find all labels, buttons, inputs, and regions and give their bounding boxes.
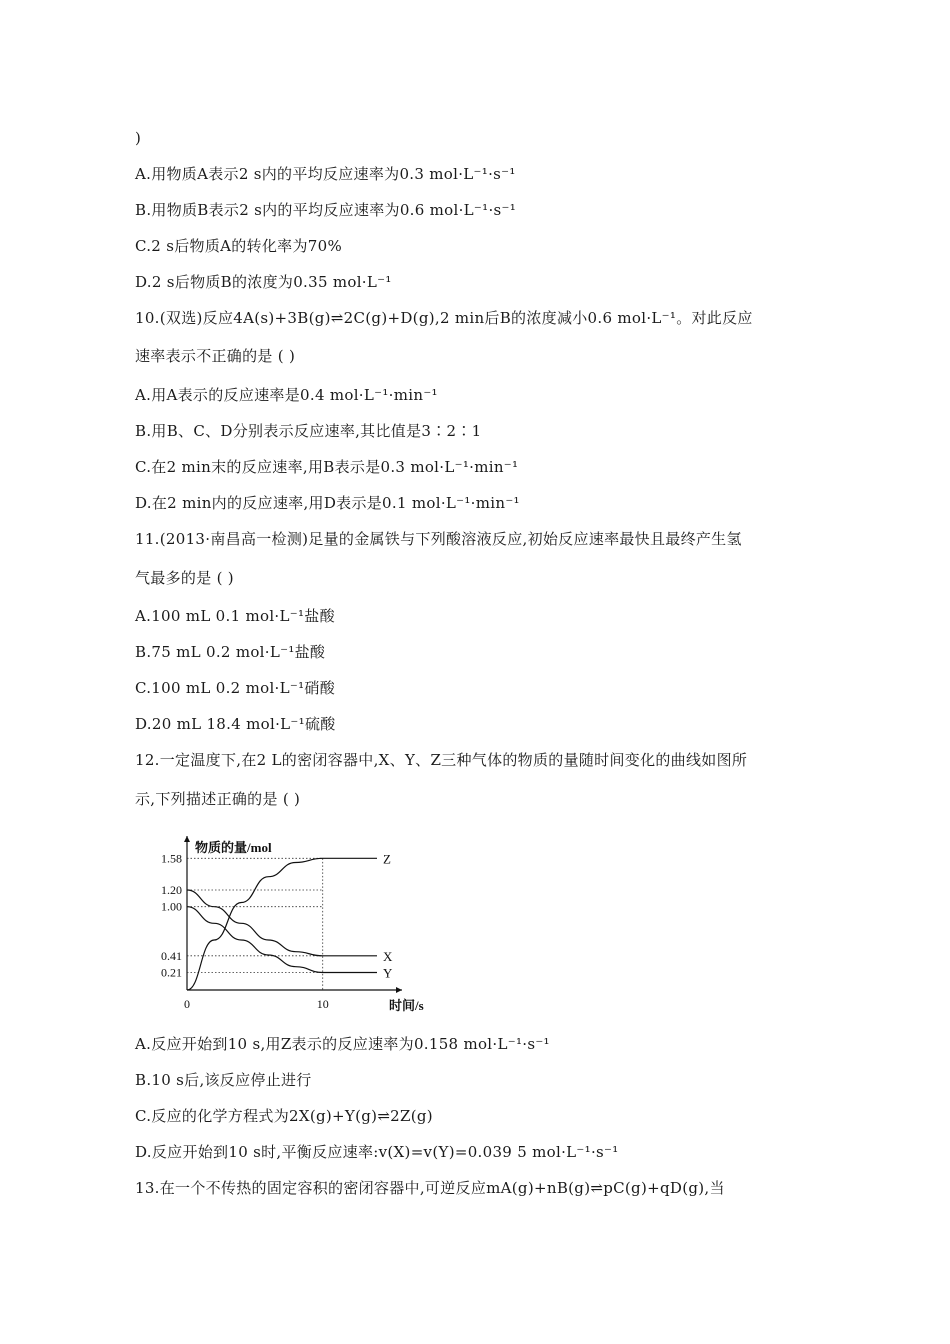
y-axis-arrow (184, 836, 190, 842)
question-12-line1: 12.一定温度下,在2 L的密闭容器中,X、Y、Z三种气体的物质的量随时间变化的曲线如图所 (135, 751, 748, 769)
option-11c: C.100 mL 0.2 mol·L⁻¹硝酸 (135, 679, 335, 697)
option-10c: C.在2 min末的反应速率,用B表示是0.3 mol·L⁻¹·min⁻¹ (135, 458, 519, 476)
option-10b: B.用B、C、D分别表示反应速率,其比值是3∶2∶1 (135, 422, 482, 440)
series-label-y: Y (383, 965, 393, 981)
question-12-line2: 示,下列描述正确的是 ( ) (135, 790, 301, 808)
y-tick-label: 1.00 (161, 899, 182, 914)
question-10-line2: 速率表示不正确的是 ( ) (135, 347, 296, 365)
text-line: ) (135, 129, 142, 147)
option-12a: A.反应开始到10 s,用Z表示的反应速率为0.158 mol·L⁻¹·s⁻¹ (135, 1035, 550, 1053)
series-label-x: X (383, 948, 393, 964)
option-11d: D.20 mL 18.4 mol·L⁻¹硫酸 (135, 715, 336, 733)
y-tick-label: 1.20 (161, 883, 182, 897)
option-9a: A.用物质A表示2 s内的平均反应速率为0.3 mol·L⁻¹·s⁻¹ (135, 165, 516, 183)
series-line-z (187, 858, 377, 990)
option-12b: B.10 s后,该反应停止进行 (135, 1071, 312, 1089)
x-axis-arrow (396, 987, 402, 993)
y-tick-label: 0.21 (161, 965, 182, 980)
y-tick-label: 0.41 (161, 948, 182, 963)
option-9b: B.用物质B表示2 s内的平均反应速率为0.6 mol·L⁻¹·s⁻¹ (135, 201, 517, 219)
option-9d: D.2 s后物质B的浓度为0.35 mol·L⁻¹ (135, 273, 392, 291)
y-axis-label: 物质的量/mol (195, 840, 272, 855)
question-13-line1: 13.在一个不传热的固定容积的密闭容器中,可逆反应mA(g)+nB(g)⇌pC(g)+qD(g),当 (135, 1179, 725, 1197)
x-axis-label: 时间/s (389, 998, 424, 1013)
y-tick-label: 1.58 (161, 851, 182, 866)
option-10d: D.在2 min内的反应速率,用D表示是0.1 mol·L⁻¹·min⁻¹ (135, 494, 520, 512)
option-11b: B.75 mL 0.2 mol·L⁻¹盐酸 (135, 643, 326, 661)
option-10a: A.用A表示的反应速率是0.4 mol·L⁻¹·min⁻¹ (135, 386, 438, 404)
x-tick-label: 0 (184, 997, 190, 1011)
option-12d: D.反应开始到10 s时,平衡反应速率:v(X)=v(Y)=0.039 5 mol·L⁻¹·s⁻¹ (135, 1143, 619, 1161)
option-9c: C.2 s后物质A的转化率为70% (135, 237, 342, 255)
question-10-line1: 10.(双选)反应4A(s)+3B(g)⇌2C(g)+D(g),2 min后B的浓度减小0.6 mol·L⁻¹。对此反应 (135, 309, 753, 327)
option-12c: C.反应的化学方程式为2X(g)+Y(g)⇌2Z(g) (135, 1107, 433, 1125)
question-11-line1: 11.(2013·南昌高一检测)足量的金属铁与下列酸溶液反应,初始反应速率最快且最终产生氢 (135, 530, 742, 548)
option-11a: A.100 mL 0.1 mol·L⁻¹盐酸 (135, 607, 335, 625)
amount-time-chart (145, 830, 424, 1015)
series-label-z: Z (383, 851, 391, 867)
x-tick-label: 10 (316, 997, 329, 1011)
question-11-line2: 气最多的是 ( ) (135, 569, 234, 587)
